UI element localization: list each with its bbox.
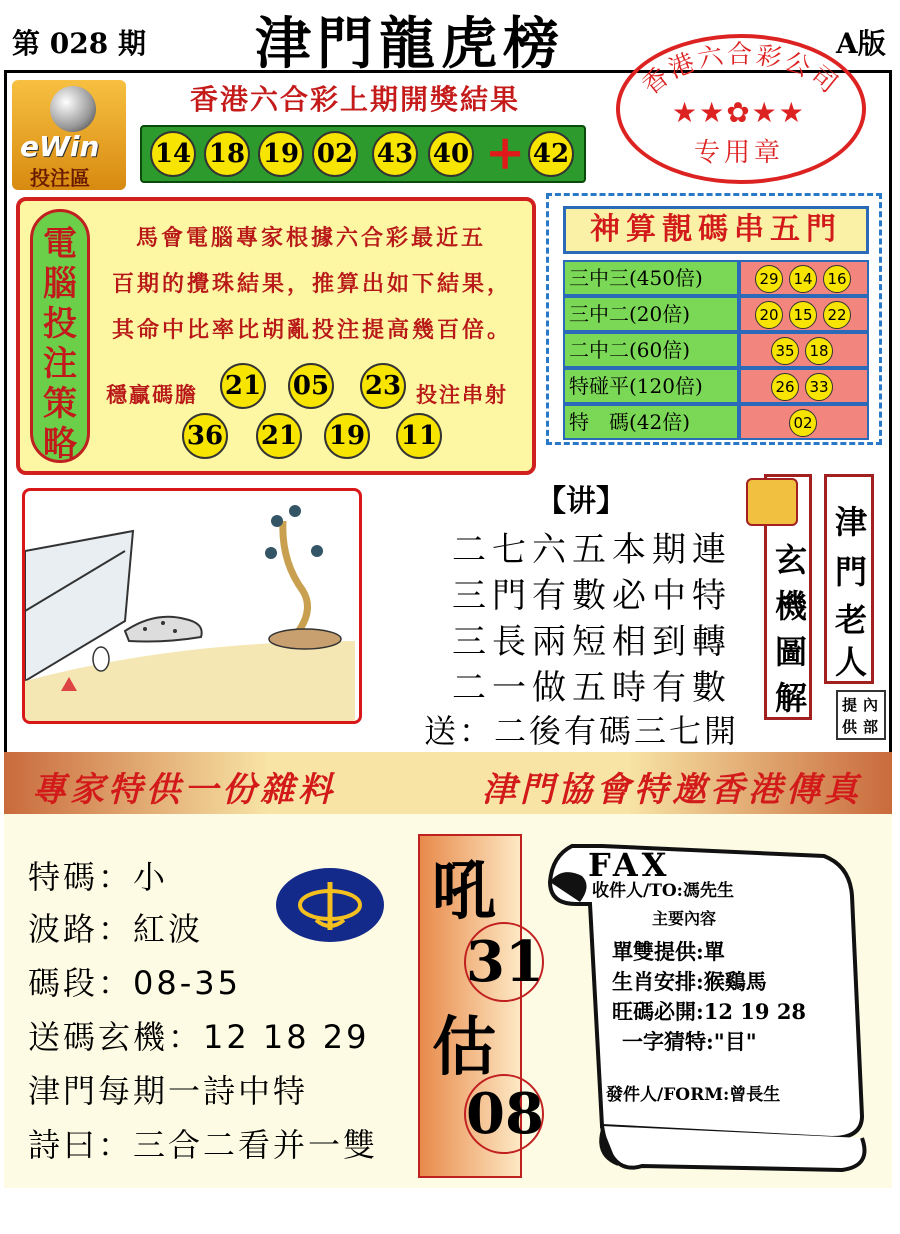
combo-row — [563, 368, 869, 404]
football-icon — [50, 86, 96, 132]
combo-ball: 20 — [755, 301, 783, 329]
banner-left-text: 專家特供一份雜料 — [32, 770, 336, 810]
strategy-tag-char: 策 — [43, 384, 77, 424]
laoren-tag — [824, 474, 874, 684]
last-draw-title: 香港六合彩上期開獎結果 — [190, 83, 521, 116]
combo-ball: 29 — [755, 265, 783, 293]
strategy-text-line: 百期的攪珠結果，推算出如下結果， — [112, 271, 513, 297]
poem-heading: 【讲】 — [536, 484, 626, 519]
page-title: 津門龍虎榜 — [255, 11, 565, 77]
combo-label: 特 碼(42倍) — [563, 404, 739, 440]
combo-row — [563, 296, 869, 332]
xuanji-char: 解 — [774, 679, 807, 717]
poem-line: 三門有數必中特 — [452, 576, 732, 616]
strategy-tag — [30, 209, 90, 463]
combo-ball: 02 — [789, 409, 817, 437]
company-stamp — [616, 34, 866, 184]
draw-ball: 02 — [312, 131, 358, 177]
fax-line: 一字猜特:"目" — [622, 1029, 757, 1054]
fax-line: 生肖安排:猴鷄馬 — [612, 969, 767, 994]
strategy-label-left: 穩贏碼膽 — [106, 382, 198, 407]
tigong-char: 內 — [863, 696, 879, 714]
fax-sender: 發件人/FORM:曾長生 — [606, 1085, 781, 1105]
combo-ball: 14 — [789, 265, 817, 293]
poem-line: 三長兩短相到轉 — [452, 622, 732, 662]
laoren-char: 津 — [834, 503, 867, 541]
ewin-logo-name: eWin — [20, 130, 100, 163]
combo-ball: 33 — [805, 373, 833, 401]
fax-recipient: 收件人/TO:馮先生 — [592, 881, 734, 901]
poem-gift: 送：二後有碼三七開 — [424, 712, 740, 750]
stamp-label: 专用章 — [694, 138, 785, 168]
cartoon-illustration — [25, 491, 359, 721]
combo-ball: 18 — [805, 337, 833, 365]
combo-table — [546, 193, 882, 445]
strategy-tag-char: 投 — [43, 304, 77, 344]
strategy-ball: 11 — [396, 413, 442, 459]
roar-number: 31 — [464, 922, 544, 1002]
xuanji-char: 玄 — [774, 541, 807, 579]
gift-pack-icon — [746, 478, 798, 526]
laoren-char: 老 — [834, 601, 867, 639]
strategy-ball: 21 — [256, 413, 302, 459]
poem-line: 二一做五時有數 — [452, 668, 732, 708]
tigong-char: 提 — [842, 696, 858, 714]
tip-line: 詩曰：三合二看并一雙 — [28, 1126, 379, 1164]
expert-banner — [4, 752, 892, 814]
tip-line: 特碼：小 — [28, 858, 169, 896]
combo-ball: 35 — [771, 337, 799, 365]
plus-sign: + — [485, 125, 526, 181]
strategy-label-right: 投注串射 — [416, 382, 508, 407]
roar-char: 吼 — [432, 854, 496, 929]
combo-values — [739, 368, 869, 404]
combo-label: 二中二(60倍) — [563, 332, 739, 368]
strategy-tag-char: 電 — [43, 224, 77, 264]
xuanji-char: 機 — [774, 587, 807, 625]
strategy-tag-char: 腦 — [43, 264, 77, 304]
combo-values — [739, 332, 869, 368]
combo-label: 三中二(20倍) — [563, 296, 739, 332]
combo-row — [563, 260, 869, 296]
tip-line: 波路：紅波 — [28, 910, 204, 948]
draw-ball: 14 — [150, 131, 196, 177]
draw-ball: 43 — [372, 131, 418, 177]
fax-subject: 主要內容 — [652, 909, 717, 928]
combo-ball: 22 — [823, 301, 851, 329]
combo-label: 三中三(450倍) — [563, 260, 739, 296]
combo-values — [739, 260, 869, 296]
strategy-ball: 21 — [220, 363, 266, 409]
tigong-char: 供 — [842, 718, 858, 736]
jockey-club-emblem-icon — [276, 868, 384, 942]
combo-label: 特碰平(120倍) — [563, 368, 739, 404]
ewin-logo-sub: 投注區 — [30, 166, 90, 190]
fax-line: 單雙提供:單 — [612, 939, 725, 964]
combo-title: 神算靚碼串五門 — [563, 206, 869, 254]
fax-line: 旺碼必開:12 19 28 — [612, 999, 807, 1024]
guess-char: 估 — [432, 1010, 496, 1085]
strategy-ball: 23 — [360, 363, 406, 409]
tip-line: 碼段：08-35 — [28, 964, 241, 1002]
last-draw-bar — [140, 125, 586, 183]
combo-values — [739, 296, 869, 332]
combo-ball: 16 — [823, 265, 851, 293]
special-ball: 42 — [528, 131, 574, 177]
guess-number: 08 — [464, 1074, 544, 1154]
strategy-ball: 36 — [182, 413, 228, 459]
strategy-ball: 19 — [324, 413, 370, 459]
ewin-logo — [12, 80, 126, 190]
combo-ball: 15 — [789, 301, 817, 329]
laoren-char: 人 — [834, 643, 867, 681]
draw-ball: 40 — [428, 131, 474, 177]
issue-number: 第 028 期 — [12, 27, 146, 60]
strategy-text-line: 馬會電腦專家根據六合彩最近五 — [136, 225, 487, 251]
combo-values — [739, 404, 869, 440]
fax-header: FAX — [588, 846, 671, 884]
laoren-char: 門 — [834, 553, 867, 591]
xuanji-char: 圖 — [774, 633, 807, 671]
version-label: A版 — [836, 27, 886, 60]
mystery-picture — [22, 488, 362, 724]
tip-line: 送碼玄機：12 18 29 — [28, 1018, 370, 1056]
tip-line: 津門每期一詩中特 — [28, 1072, 309, 1110]
strategy-ball: 05 — [288, 363, 334, 409]
tigong-badge — [836, 690, 886, 740]
strategy-tag-char: 注 — [43, 344, 77, 384]
strategy-box — [16, 197, 536, 475]
strategy-text-line: 其命中比率比胡亂投注提高幾百倍。 — [112, 317, 513, 343]
combo-row — [563, 404, 869, 440]
stamp-stars: ★★✿★★ — [672, 96, 806, 129]
strategy-tag-char: 略 — [43, 424, 77, 464]
svg-text:香港六合彩公司: 香港六合彩公司 — [636, 39, 846, 101]
combo-row — [563, 332, 869, 368]
draw-ball: 19 — [258, 131, 304, 177]
combo-ball: 26 — [771, 373, 799, 401]
banner-right-text: 津門協會特邀香港傳真 — [482, 770, 862, 810]
draw-ball: 18 — [204, 131, 250, 177]
tigong-char: 部 — [863, 718, 879, 736]
poem-line: 二七六五本期連 — [452, 530, 732, 570]
roar-guess-column — [418, 834, 544, 1178]
